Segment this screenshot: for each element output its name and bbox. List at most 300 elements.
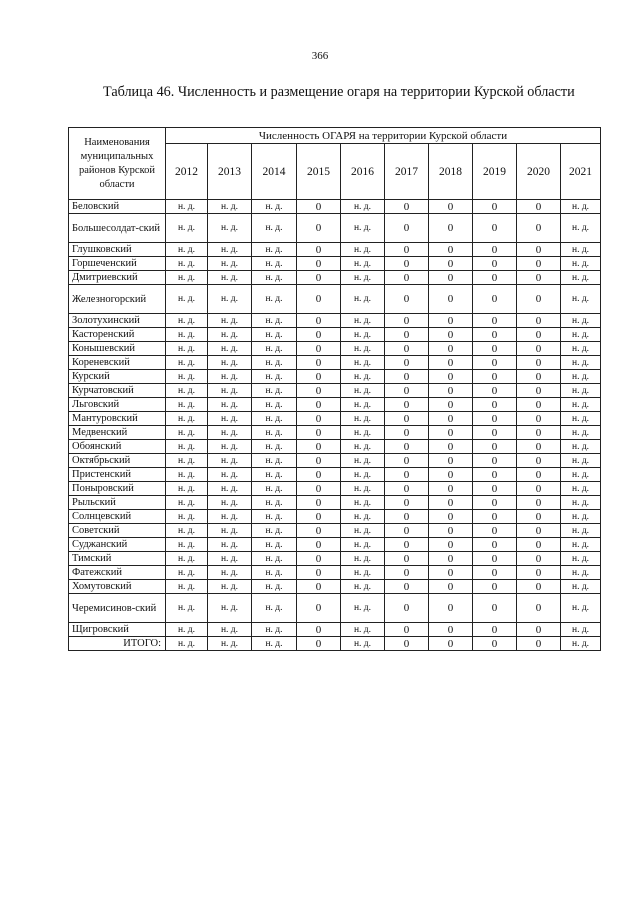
value-cell: 0 (429, 524, 473, 538)
value-cell: н. д. (561, 524, 601, 538)
value-cell: н. д. (341, 370, 385, 384)
value-cell: н. д. (208, 412, 252, 426)
table-row (69, 200, 601, 214)
district-name-cell: Золотухинский (69, 314, 166, 328)
value-cell: н. д. (166, 524, 208, 538)
district-name-cell: Медвенский (69, 426, 166, 440)
value-cell: 0 (385, 496, 429, 510)
value-cell: н. д. (208, 594, 252, 623)
value-cell: 0 (473, 524, 517, 538)
value-cell: н. д. (252, 454, 297, 468)
value-cell: н. д. (561, 637, 601, 651)
value-cell: н. д. (252, 510, 297, 524)
value-cell: 0 (473, 623, 517, 637)
value-cell: 0 (429, 482, 473, 496)
district-name-cell: Обоянский (69, 440, 166, 454)
value-cell: н. д. (166, 370, 208, 384)
value-cell: н. д. (208, 370, 252, 384)
district-name-cell: Касторенский (69, 328, 166, 342)
value-cell: н. д. (252, 214, 297, 243)
value-cell: 0 (473, 271, 517, 285)
value-cell: 0 (385, 426, 429, 440)
value-cell: н. д. (561, 440, 601, 454)
value-cell: н. д. (208, 285, 252, 314)
page-number: 366 (311, 50, 329, 62)
value-cell: н. д. (561, 384, 601, 398)
value-cell: н. д. (561, 594, 601, 623)
value-cell: н. д. (166, 214, 208, 243)
value-cell: н. д. (341, 398, 385, 412)
value-cell: н. д. (341, 510, 385, 524)
value-cell: н. д. (166, 243, 208, 257)
value-cell: н. д. (166, 580, 208, 594)
value-cell: н. д. (252, 426, 297, 440)
value-cell: н. д. (166, 566, 208, 580)
table-row (69, 454, 601, 468)
value-cell: 0 (473, 552, 517, 566)
value-cell: 0 (385, 257, 429, 271)
value-cell: 0 (429, 342, 473, 356)
value-cell: н. д. (341, 271, 385, 285)
value-cell: н. д. (561, 496, 601, 510)
value-cell: 0 (429, 214, 473, 243)
value-cell: н. д. (341, 440, 385, 454)
value-cell: н. д. (208, 524, 252, 538)
value-cell: 0 (517, 580, 561, 594)
value-cell: 0 (517, 440, 561, 454)
value-cell: н. д. (208, 440, 252, 454)
value-cell: н. д. (561, 538, 601, 552)
value-cell: 0 (385, 637, 429, 651)
table-row (69, 214, 601, 243)
value-cell: 0 (297, 243, 341, 257)
value-cell: 0 (297, 285, 341, 314)
value-cell: н. д. (252, 538, 297, 552)
value-cell: 0 (385, 342, 429, 356)
year-header: 2014 (252, 144, 297, 200)
district-name-cell: Рыльский (69, 496, 166, 510)
value-cell: н. д. (208, 398, 252, 412)
value-cell: 0 (473, 370, 517, 384)
table-row (69, 271, 601, 285)
district-name-cell: Щигровский (69, 623, 166, 637)
value-cell: н. д. (341, 552, 385, 566)
value-cell: 0 (297, 552, 341, 566)
value-cell: н. д. (208, 200, 252, 214)
value-cell: н. д. (252, 342, 297, 356)
value-cell: н. д. (166, 454, 208, 468)
value-cell: н. д. (208, 580, 252, 594)
table-row (69, 412, 601, 426)
value-cell: н. д. (341, 454, 385, 468)
value-cell: 0 (429, 496, 473, 510)
value-cell: 0 (297, 468, 341, 482)
value-cell: н. д. (166, 257, 208, 271)
table-row (69, 257, 601, 271)
value-cell: 0 (473, 243, 517, 257)
value-cell: н. д. (561, 426, 601, 440)
value-cell: н. д. (252, 370, 297, 384)
value-cell: н. д. (561, 454, 601, 468)
value-cell: н. д. (208, 271, 252, 285)
district-name-cell: Черемисинов-ский (69, 594, 166, 623)
value-cell: н. д. (252, 496, 297, 510)
value-cell: н. д. (208, 214, 252, 243)
value-cell: 0 (517, 356, 561, 370)
value-cell: н. д. (561, 482, 601, 496)
value-cell: н. д. (166, 398, 208, 412)
value-cell: н. д. (561, 257, 601, 271)
value-cell: 0 (297, 623, 341, 637)
value-cell: н. д. (208, 566, 252, 580)
value-cell: н. д. (561, 566, 601, 580)
table-row (69, 496, 601, 510)
value-cell: н. д. (561, 328, 601, 342)
district-name-cell: Большесолдат-ский (69, 214, 166, 243)
value-cell: н. д. (561, 580, 601, 594)
table-row (69, 384, 601, 398)
value-cell: 0 (297, 496, 341, 510)
value-cell: 0 (473, 566, 517, 580)
value-cell: н. д. (166, 328, 208, 342)
value-cell: 0 (297, 440, 341, 454)
value-cell: 0 (517, 200, 561, 214)
value-cell: 0 (385, 580, 429, 594)
value-cell: н. д. (341, 594, 385, 623)
district-name-cell: Курчатовский (69, 384, 166, 398)
value-cell: н. д. (166, 384, 208, 398)
value-cell: 0 (473, 637, 517, 651)
value-cell: 0 (297, 257, 341, 271)
district-name-cell: Глушковский (69, 243, 166, 257)
value-cell: н. д. (561, 285, 601, 314)
district-name-cell: Железногорский (69, 285, 166, 314)
value-cell: 0 (517, 524, 561, 538)
district-name-cell: Кореневский (69, 356, 166, 370)
value-cell: н. д. (252, 314, 297, 328)
district-name-cell: Конышевский (69, 342, 166, 356)
table-row (69, 285, 601, 314)
value-cell: н. д. (561, 623, 601, 637)
value-cell: 0 (473, 468, 517, 482)
value-cell: 0 (517, 314, 561, 328)
value-cell: 0 (473, 314, 517, 328)
value-cell: 0 (429, 398, 473, 412)
value-cell: н. д. (341, 538, 385, 552)
value-cell: 0 (429, 580, 473, 594)
year-header: 2018 (429, 144, 473, 200)
value-cell: 0 (517, 328, 561, 342)
value-cell: н. д. (252, 328, 297, 342)
district-name-cell: Хомутовский (69, 580, 166, 594)
value-cell: 0 (429, 285, 473, 314)
value-cell: н. д. (166, 342, 208, 356)
value-cell: 0 (429, 370, 473, 384)
value-cell: н. д. (252, 398, 297, 412)
value-cell: 0 (297, 328, 341, 342)
value-cell: н. д. (166, 271, 208, 285)
value-cell: н. д. (208, 314, 252, 328)
value-cell: 0 (429, 328, 473, 342)
value-cell: н. д. (252, 271, 297, 285)
value-cell: н. д. (252, 356, 297, 370)
value-cell: н. д. (341, 482, 385, 496)
value-cell: 0 (429, 637, 473, 651)
value-cell: н. д. (341, 314, 385, 328)
value-cell: 0 (385, 412, 429, 426)
value-cell: н. д. (561, 271, 601, 285)
table-row (69, 314, 601, 328)
value-cell: 0 (473, 580, 517, 594)
value-cell: н. д. (561, 243, 601, 257)
value-cell: 0 (473, 538, 517, 552)
district-name-cell: Мантуровский (69, 412, 166, 426)
table-row (69, 552, 601, 566)
value-cell: н. д. (166, 623, 208, 637)
value-cell: н. д. (341, 496, 385, 510)
value-cell: 0 (517, 426, 561, 440)
value-cell: 0 (297, 214, 341, 243)
value-cell: 0 (429, 200, 473, 214)
value-cell: 0 (473, 412, 517, 426)
value-cell: н. д. (341, 384, 385, 398)
value-cell: н. д. (341, 426, 385, 440)
table-row (69, 580, 601, 594)
district-name-cell: ИТОГО: (69, 637, 166, 651)
value-cell: 0 (517, 538, 561, 552)
district-name-cell: Курский (69, 370, 166, 384)
value-cell: 0 (473, 482, 517, 496)
value-cell: н. д. (166, 412, 208, 426)
value-cell: 0 (517, 496, 561, 510)
value-cell: 0 (385, 328, 429, 342)
value-cell: 0 (429, 271, 473, 285)
value-cell: 0 (385, 566, 429, 580)
value-cell: 0 (473, 342, 517, 356)
value-cell: 0 (385, 398, 429, 412)
value-cell: н. д. (341, 524, 385, 538)
value-cell: 0 (517, 552, 561, 566)
value-cell: 0 (473, 496, 517, 510)
value-cell: 0 (517, 566, 561, 580)
district-name-cell: Горшеченский (69, 257, 166, 271)
value-cell: н. д. (341, 285, 385, 314)
value-cell: н. д. (252, 412, 297, 426)
value-cell: 0 (429, 623, 473, 637)
district-name-cell: Солнцевский (69, 510, 166, 524)
value-cell: н. д. (166, 426, 208, 440)
value-cell: н. д. (208, 637, 252, 651)
value-cell: 0 (297, 398, 341, 412)
district-name-cell: Суджанский (69, 538, 166, 552)
table-row (69, 398, 601, 412)
value-cell: 0 (517, 594, 561, 623)
value-cell: 0 (429, 243, 473, 257)
value-cell: 0 (385, 468, 429, 482)
value-cell: н. д. (252, 440, 297, 454)
table-row (69, 440, 601, 454)
value-cell: н. д. (208, 482, 252, 496)
value-cell: 0 (297, 314, 341, 328)
value-cell: 0 (429, 426, 473, 440)
value-cell: н. д. (341, 468, 385, 482)
table-row (69, 482, 601, 496)
value-cell: н. д. (166, 538, 208, 552)
table-row (69, 538, 601, 552)
value-cell: 0 (297, 271, 341, 285)
value-cell: 0 (385, 384, 429, 398)
value-cell: 0 (297, 538, 341, 552)
value-cell: н. д. (561, 412, 601, 426)
value-cell: 0 (517, 370, 561, 384)
value-cell: н. д. (208, 384, 252, 398)
value-cell: 0 (429, 384, 473, 398)
value-cell: 0 (473, 384, 517, 398)
value-cell: 0 (517, 214, 561, 243)
value-cell: 0 (297, 200, 341, 214)
value-cell: н. д. (341, 580, 385, 594)
value-cell: н. д. (166, 482, 208, 496)
value-cell: н. д. (341, 566, 385, 580)
value-cell: 0 (473, 200, 517, 214)
value-cell: 0 (429, 314, 473, 328)
district-name-cell: Льговский (69, 398, 166, 412)
value-cell: н. д. (341, 214, 385, 243)
value-cell: н. д. (561, 468, 601, 482)
table-row (69, 524, 601, 538)
value-cell: н. д. (252, 384, 297, 398)
value-cell: 0 (429, 412, 473, 426)
value-cell: н. д. (208, 257, 252, 271)
value-cell: 0 (517, 510, 561, 524)
value-cell: 0 (297, 356, 341, 370)
table-row (69, 468, 601, 482)
value-cell: 0 (297, 426, 341, 440)
table-row (69, 342, 601, 356)
value-cell: 0 (385, 243, 429, 257)
value-cell: 0 (385, 440, 429, 454)
district-name-cell: Тимский (69, 552, 166, 566)
value-cell: н. д. (561, 510, 601, 524)
value-cell: 0 (385, 538, 429, 552)
district-name-cell: Беловский (69, 200, 166, 214)
year-header: 2012 (166, 144, 208, 200)
value-cell: н. д. (166, 637, 208, 651)
value-cell: 0 (385, 552, 429, 566)
value-cell: н. д. (208, 243, 252, 257)
value-cell: н. д. (252, 566, 297, 580)
value-cell: н. д. (208, 356, 252, 370)
value-cell: н. д. (252, 468, 297, 482)
value-cell: н. д. (561, 314, 601, 328)
value-cell: н. д. (166, 594, 208, 623)
value-cell: 0 (473, 440, 517, 454)
value-cell: н. д. (341, 412, 385, 426)
value-cell: н. д. (252, 594, 297, 623)
value-cell: н. д. (166, 496, 208, 510)
value-cell: 0 (429, 594, 473, 623)
value-cell: н. д. (166, 552, 208, 566)
value-cell: н. д. (561, 356, 601, 370)
population-group-header: Численность ОГАРЯ на территории Курской области (166, 128, 601, 144)
value-cell: н. д. (208, 342, 252, 356)
value-cell: 0 (297, 482, 341, 496)
value-cell: н. д. (252, 552, 297, 566)
table-row (69, 370, 601, 384)
value-cell: 0 (297, 580, 341, 594)
value-cell: 0 (297, 637, 341, 651)
district-name-cell: Дмитриевский (69, 271, 166, 285)
value-cell: н. д. (208, 510, 252, 524)
value-cell: н. д. (252, 257, 297, 271)
value-cell: 0 (297, 594, 341, 623)
value-cell: н. д. (166, 440, 208, 454)
value-cell: 0 (517, 637, 561, 651)
value-cell: н. д. (208, 454, 252, 468)
value-cell: 0 (473, 510, 517, 524)
value-cell: н. д. (561, 200, 601, 214)
value-cell: 0 (385, 271, 429, 285)
district-name-cell: Октябрьский (69, 454, 166, 468)
value-cell: н. д. (341, 257, 385, 271)
value-cell: н. д. (166, 468, 208, 482)
value-cell: 0 (385, 482, 429, 496)
value-cell: н. д. (341, 342, 385, 356)
value-cell: н. д. (341, 243, 385, 257)
value-cell: н. д. (166, 356, 208, 370)
value-cell: н. д. (166, 285, 208, 314)
table-row (69, 623, 601, 637)
value-cell: н. д. (208, 538, 252, 552)
value-cell: 0 (517, 384, 561, 398)
value-cell: н. д. (166, 510, 208, 524)
year-header: 2016 (341, 144, 385, 200)
value-cell: 0 (385, 623, 429, 637)
value-cell: н. д. (252, 285, 297, 314)
year-header: 2019 (473, 144, 517, 200)
value-cell: н. д. (252, 623, 297, 637)
value-cell: 0 (429, 454, 473, 468)
table-row (69, 328, 601, 342)
value-cell: 0 (473, 454, 517, 468)
value-cell: 0 (385, 214, 429, 243)
value-cell: н. д. (561, 398, 601, 412)
value-cell: 0 (517, 398, 561, 412)
year-header: 2013 (208, 144, 252, 200)
value-cell: 0 (473, 285, 517, 314)
value-cell: 0 (517, 271, 561, 285)
value-cell: н. д. (561, 370, 601, 384)
value-cell: н. д. (252, 524, 297, 538)
value-cell: 0 (429, 356, 473, 370)
value-cell: н. д. (561, 214, 601, 243)
value-cell: 0 (385, 510, 429, 524)
value-cell: 0 (473, 328, 517, 342)
value-cell: 0 (429, 510, 473, 524)
value-cell: н. д. (208, 552, 252, 566)
value-cell: 0 (473, 214, 517, 243)
value-cell: н. д. (341, 200, 385, 214)
table-row (69, 594, 601, 623)
district-name-header: Наименования муниципальных районов Курской области (69, 128, 166, 200)
population-table (68, 127, 601, 651)
value-cell: 0 (385, 285, 429, 314)
table-row (69, 243, 601, 257)
table-caption: Таблица 46. Численность и размещение огаря на территории Курской области (103, 84, 575, 100)
table-row (69, 356, 601, 370)
table-row (69, 510, 601, 524)
value-cell: 0 (297, 412, 341, 426)
